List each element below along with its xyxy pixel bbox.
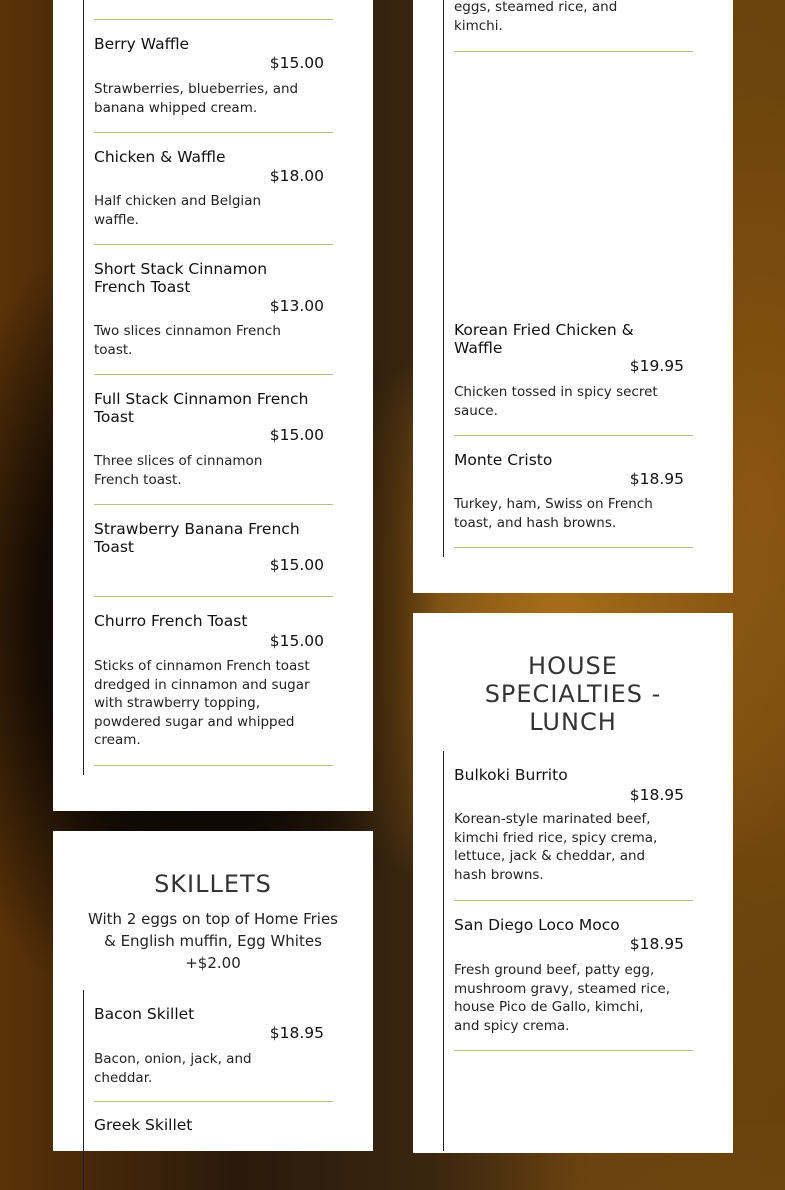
item-description: Fresh ground beef, patty egg, mushroom gravy, steamed rice, house Pico de Gallo, kimchi, and spicy crema. xyxy=(454,962,671,1034)
menu-card-specialties-continued xyxy=(413,0,733,593)
menu-item[interactable] xyxy=(94,520,334,574)
item-name: Greek Skillet xyxy=(94,1116,193,1134)
menu-item[interactable] xyxy=(94,1116,334,1134)
menu-item[interactable] xyxy=(94,1005,334,1086)
section-rail xyxy=(83,0,84,775)
menu-card-waffles-french-toast xyxy=(53,0,373,811)
item-name: Short Stack Cinnamon French Toast xyxy=(94,260,268,296)
item-price: $15.00 xyxy=(269,54,324,72)
separator xyxy=(94,132,333,133)
section-subtitle: With 2 eggs on top of Home Fries & English muffin, Egg Whites +$2.00 xyxy=(88,910,338,972)
menu-item[interactable] xyxy=(454,766,694,883)
separator xyxy=(94,1101,333,1102)
separator xyxy=(454,900,693,901)
separator xyxy=(94,374,333,375)
menu-item[interactable] xyxy=(94,260,334,358)
menu-item[interactable] xyxy=(94,612,334,748)
separator xyxy=(94,19,333,20)
menu-item[interactable] xyxy=(94,390,334,488)
item-name: Strawberry Banana French Toast xyxy=(94,520,300,556)
separator xyxy=(454,435,693,436)
item-price: $13.00 xyxy=(269,297,324,315)
item-description: Two slices cinnamon French toast. xyxy=(94,323,281,358)
separator xyxy=(454,1050,693,1051)
item-description: Korean-style marinated beef, kimchi fried rice, spicy crema, lettuce, jack & cheddar, and hash browns. xyxy=(454,811,658,883)
item-name: Churro French Toast xyxy=(94,612,248,630)
menu-item[interactable] xyxy=(94,148,334,228)
item-name: Bulkoki Burrito xyxy=(454,766,568,784)
separator xyxy=(94,765,333,766)
item-name: Berry Waffle xyxy=(94,35,190,53)
menu-card-skillets xyxy=(53,831,373,1151)
item-description: Half chicken and Belgian waffle. xyxy=(94,193,262,228)
separator xyxy=(94,244,333,245)
section-rail xyxy=(83,990,84,1190)
item-description: Sticks of cinnamon French toast dredged in cinnamon and sugar with strawberry topping, powdered sugar and whipped cream. xyxy=(94,658,310,748)
item-name: Bacon Skillet xyxy=(94,1005,195,1023)
item-name: Monte Cristo xyxy=(454,451,553,469)
section-heading: SKILLETS xyxy=(154,870,272,898)
menu-card-house-specialties-lunch xyxy=(413,613,733,1153)
item-price: $18.95 xyxy=(269,1024,324,1042)
separator xyxy=(94,504,333,505)
menu-item[interactable] xyxy=(454,916,694,1034)
item-price: $18.95 xyxy=(629,935,684,953)
menu-item[interactable] xyxy=(454,321,694,419)
item-name: Korean Fried Chicken & Waffle xyxy=(454,321,634,357)
item-description: Bacon, onion, jack, and cheddar. xyxy=(94,1051,252,1086)
item-description: Turkey, ham, Swiss on French toast, and hash browns. xyxy=(454,496,653,531)
separator xyxy=(94,596,333,597)
item-name: Chicken & Waffle xyxy=(94,148,226,166)
menu-item[interactable] xyxy=(94,35,334,116)
item-name: Full Stack Cinnamon French Toast xyxy=(94,390,309,426)
section-rail xyxy=(443,751,444,1151)
item-price: $15.00 xyxy=(269,632,324,650)
item-description: eggs, steamed rice, and kimchi. xyxy=(454,0,618,34)
item-description: Chicken tossed in spicy secret sauce. xyxy=(454,384,658,419)
section-heading: HOUSE SPECIALTIES - LUNCH xyxy=(484,652,662,736)
item-price: $15.00 xyxy=(269,426,324,444)
separator xyxy=(454,547,693,548)
separator xyxy=(454,51,693,52)
item-name: San Diego Loco Moco xyxy=(454,916,620,934)
item-description: Three slices of cinnamon French toast. xyxy=(94,453,263,488)
item-price: $18.00 xyxy=(269,167,324,185)
item-price: $18.95 xyxy=(629,470,684,488)
item-price: $18.95 xyxy=(629,786,684,804)
item-description: Strawberries, blueberries, and banana whipped cream. xyxy=(94,81,299,116)
item-price: $19.95 xyxy=(629,357,684,375)
section-rail xyxy=(443,0,444,557)
menu-item[interactable] xyxy=(454,451,694,531)
item-price: $15.00 xyxy=(269,556,324,574)
